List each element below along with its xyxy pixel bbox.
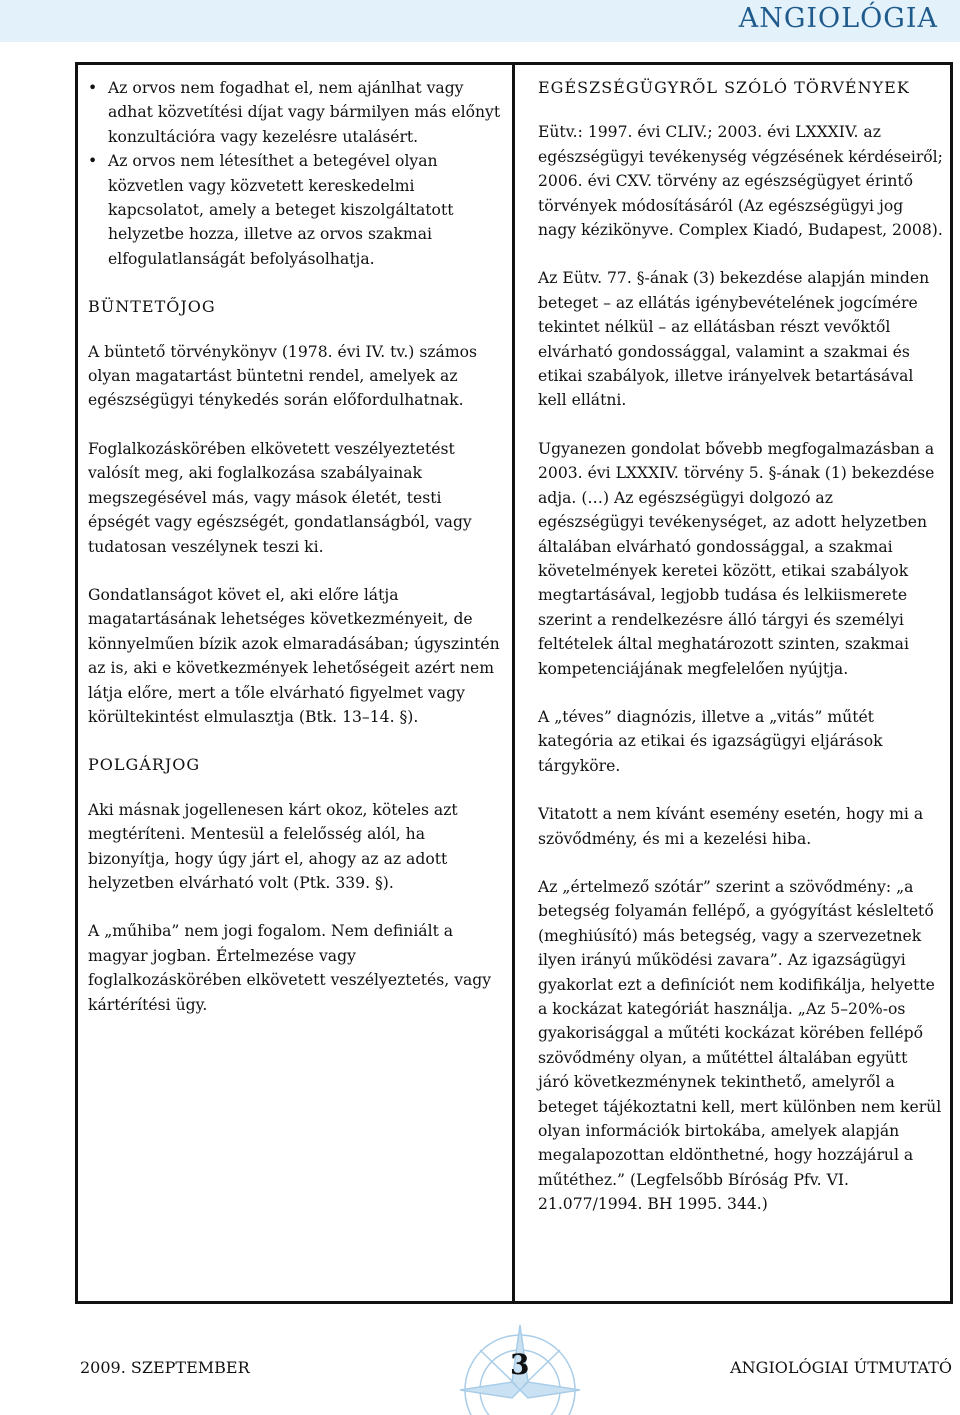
right-column [538,76,943,1241]
left-column [88,76,503,1041]
footer-date: 2009. SZEPTEMBER [80,1358,250,1377]
footer-publication: ANGIOLÓGIAI ÚTMUTATÓ [730,1358,952,1377]
page-number: 3 [510,1348,530,1381]
header-band [0,0,960,42]
paragraph: Gondatlanságot követ el, aki előre látja magatartásának lehetséges következményeit, de könnyelműen bízik azok elmaradásában; úgyszintén az is, aki e következmények lehetőségeit azért nem látja előre, mert a tőle elvárható figyelmet vagy körültekintést elmulasztja (Btk. 13–14. §). [88,585,500,726]
section-heading-buntetojog: BÜNTETŐJOG [88,297,216,317]
section-title: ANGIOLÓGIA [738,3,938,34]
column-divider [512,62,515,1304]
paragraph: Aki másnak jogellenesen kárt okoz, köteles azt megtéríteni. Mentesül a felelősség alól, ha bizonyítja, hogy úgy járt el, ahogy az az adott helyzetben elvárható volt (Ptk. 339. §). [88,800,458,892]
paragraph: Az „értelmező szótár” szerint a szövődmény: „a betegség folyamán fellépő, a gyógyítást késleltető (meghiúsító) más betegség, vagy a szervezetnek ilyen irányú működési zavara”. Az igazságügyi gyakorlat ezt a definíciót nem kodifikálja, helyette a kockázat kategóriát használja. „Az 5–20%-os gyakorisággal a műtéti kockázat körében fellépő szövődmény olyan, a műtéttel általában együtt járó következménynek tekinthető, amelyről a beteget tájékoztatni kell, mert különben nem kerül olyan információk birtokába, amelyek alapján megalapozottan eldönthetné, hogy hozzájárul a műtéthez.” (Legfelsőbb Bíróság Pfv. VI. 21.077/1994. BH 1995. 344.) [538,877,942,1214]
paragraph: Ugyanezen gondolat bővebb megfogalmazásban a 2003. évi LXXXIV. törvény 5. §-ának (1) bekezdése adja. (…) Az egészségügyi dolgozó az egészségügyi tevékenységet, az adott helyzetben általában elvárható gondossággal, a szakmai követelmények keretei között, etikai szabályok megtartásával, legjobb tudása és lelkiismerete szerint a rendelkezésre álló tárgyi és személyi feltételek által meghatározott szinten, szakmai kompetenciájának megfelelően nyújtja. [538,439,935,678]
paragraph: A „téves” diagnózis, illetve a „vitás” műtét kategória az etikai és igazságügyi eljárások tárgyköre. [538,707,883,775]
section-heading-polgarjog: POLGÁRJOG [88,755,201,775]
paragraph: Eütv.: 1997. évi CLIV.; 2003. évi LXXXIV. az egészségügyi tevékenység végzésének kérdéseiről; 2006. évi CXV. törvény az egészségügyet érintő törvények módosításáról (Az egészségügyi jog nagy kézikönyve. Complex Kiadó, Budapest, 2008). [538,123,943,240]
paragraph: Foglalkozáskörében elkövetett veszélyeztetést valósít meg, aki foglalkozása szabályainak megszegésével más, vagy mások életét, testi épségét vagy egészségét, gondatlanságból, vagy tudatosan veszélynek teszi ki. [88,439,472,556]
paragraph: Vitatott a nem kívánt esemény esetén, hogy mi a szövődmény, és mi a kezelési hiba. [538,805,924,848]
section-heading-torvenyek: EGÉSZSÉGÜGYRŐL SZÓLÓ TÖRVÉNYEK [538,78,910,97]
paragraph: A „műhiba” nem jogi fogalom. Nem definiált a magyar jogban. Értelmezése vagy foglalkozáskörében elkövetett veszélyeztetés, vagy kártérítési ügy. [88,922,492,1014]
bullet-item: • Az orvos nem fogadhat el, nem ajánlhat vagy adhat közvetítési díjat vagy bármilyen más előnyt konzultációra vagy kezelésre utalásért. [88,76,503,149]
bullet-item: • Az orvos nem létesíthet a betegével olyan közvetlen vagy közvetett kereskedelmi kapcsolatot, amely a beteget kiszolgáltatott helyzetbe hozza, illetve az orvos szakmai elfogulatlanságát befolyásolhatja. [88,149,503,271]
paragraph: A büntető törvénykönyv (1978. évi IV. tv.) számos olyan magatartást büntetni rendel, amelyek az egészségügyi ténykedés során előfordulhatnak. [88,342,478,410]
paragraph: Az Eütv. 77. §-ának (3) bekezdése alapján minden beteget – az ellátás igénybevételének jogcímére tekintet nélkül – az ellátásban részt vevőktől elvárható gondossággal, valamint a szakmai és etikai szabályok, illetve irányelvek betartásával kell ellátni. [538,269,930,410]
